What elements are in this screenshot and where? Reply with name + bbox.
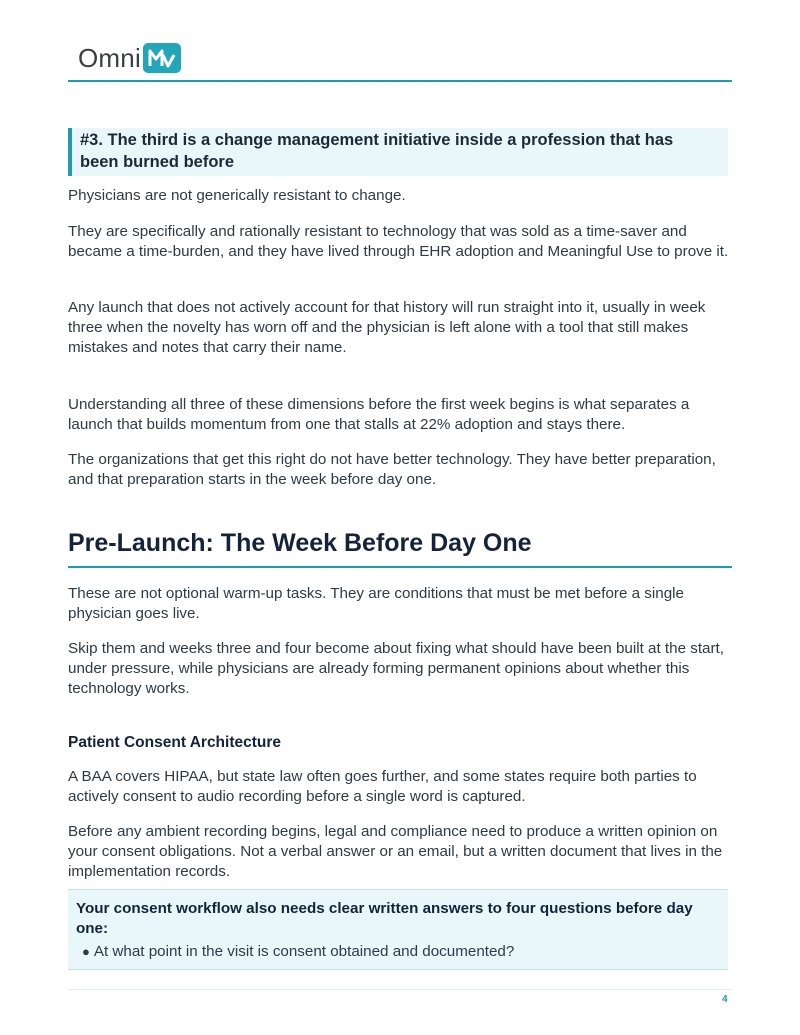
callout-heading-text: #3. The third is a change management initiative inside a profession that has been burned before (80, 131, 674, 171)
paragraph: These are not optional warm-up tasks. They are conditions that must be met before a single physician goes live. (68, 585, 684, 622)
paragraph: Physicians are not generically resistant to change. (68, 187, 406, 204)
list-item (76, 942, 718, 962)
paragraph: The organizations that get this right do not have better technology. They have better preparation, and that preparation starts in the week before day one. (68, 451, 716, 488)
section-heading (68, 528, 732, 568)
document-header (68, 38, 732, 82)
paragraph: A BAA covers HIPAA, but state law often goes further, and some states require both parties to actively consent to audio recording before a single word is captured. (68, 768, 697, 805)
subsection-title: Patient Consent Architecture (68, 734, 282, 751)
bullet-icon: ● (82, 944, 90, 959)
paragraph: Skip them and weeks three and four become about fixing what should have been built at the start, under pressure, while physicians are already forming permanent opinions about whether this technology works. (68, 640, 724, 697)
paragraph: They are specifically and rationally resistant to technology that was sold as a time-saver and became a time-burden, and they have lived through EHR adoption and Meaningful Use to prove it. (68, 223, 729, 260)
callout-heading (68, 128, 728, 176)
section-title: Pre-Launch: The Week Before Day One (68, 529, 532, 557)
omni-logo (78, 43, 181, 73)
paragraph: Understanding all three of these dimensions before the first week begins is what separates a launch that builds momentum from one that stalls at 22% adoption and stays there. (68, 396, 690, 433)
consent-callout-box (68, 889, 728, 970)
consent-box-title: Your consent workflow also needs clear written answers to four questions before day one: (76, 900, 693, 937)
paragraph: Before any ambient recording begins, legal and compliance need to produce a written opinion on your consent obligations. Not a verbal answer or an email, but a written document that lives in the implementation records. (68, 823, 723, 880)
list-item-text: At what point in the visit is consent obtained and documented? (93, 943, 515, 960)
mv-logo-icon (143, 43, 181, 73)
footer-divider (68, 989, 732, 990)
logo-text: Omni (78, 43, 141, 73)
page-number: 4 (722, 994, 728, 1005)
paragraph: Any launch that does not actively account for that history will run straight into it, usually in week three when the novelty has worn off and the physician is left alone with a tool that still makes mistakes and notes that carry their name. (68, 299, 706, 356)
